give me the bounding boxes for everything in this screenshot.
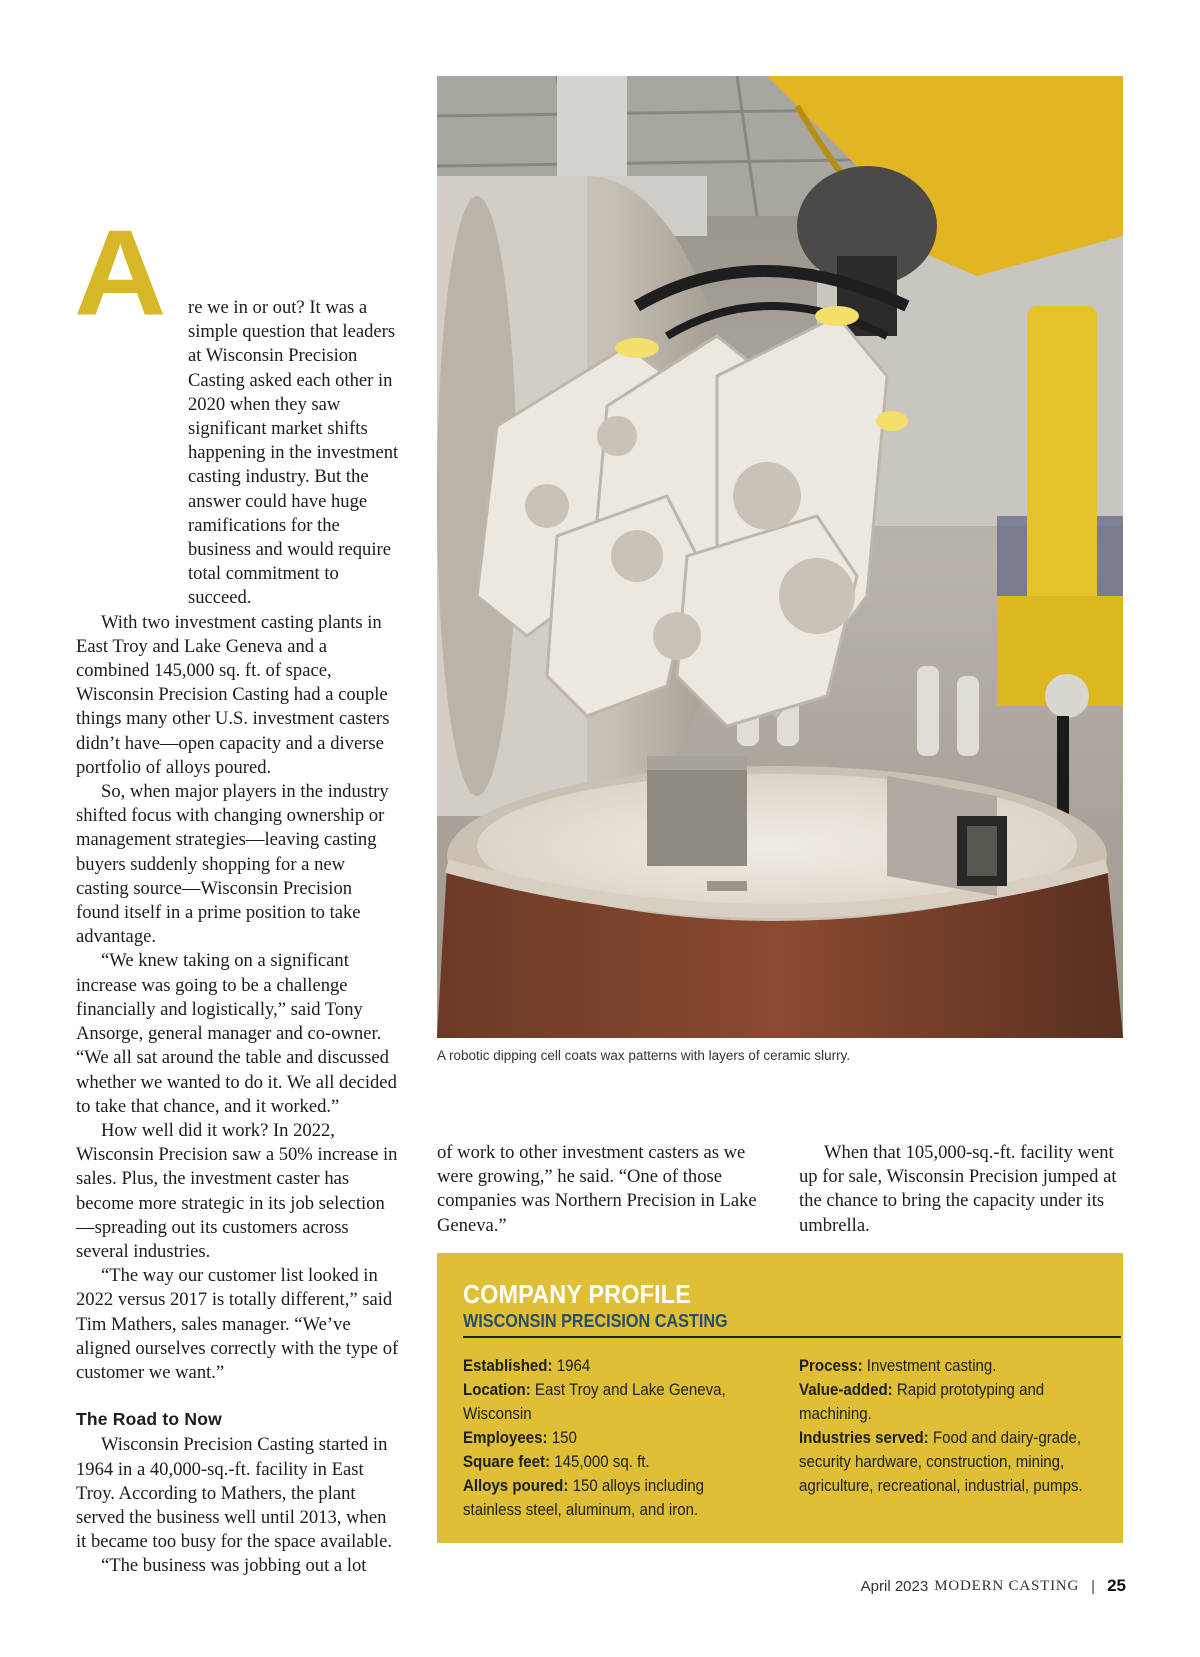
article-paragraph: “The business was jobbing out a lot — [101, 1555, 367, 1577]
article-paragraph: How well did it work? In 2022, Wisconsin Precision saw a 50% increase in sales. Plus, the investment caster has become more strategic in its job selection—spreading out its customers across several industries. — [76, 1119, 398, 1262]
profile-item-established: Established: 1964 — [463, 1357, 591, 1375]
profile-subtitle: WISCONSIN PRECISION CASTING — [463, 1311, 728, 1331]
profile-divider — [463, 1336, 1121, 1338]
issue-date: April 2023 — [860, 1577, 929, 1595]
robotic-dipping-photo — [437, 76, 1123, 1038]
article-column-1 — [76, 296, 400, 1579]
page-footer — [861, 1576, 1126, 1596]
article-paragraph: When that 105,000-sq.-ft. facility went up for sale, Wisconsin Precision jumped at the chance to bring the capacity under its umbrella. — [799, 1142, 1117, 1236]
profile-right-column — [799, 1354, 1099, 1498]
article-paragraph: So, when major players in the industry shifted focus with changing ownership or management strategies—leaving casting buyers suddenly shopping for a new casting source—Wisconsin Precision found itself in a prime position to take advantage. — [76, 781, 389, 948]
article-paragraph: Wisconsin Precision Casting started in 1964 in a 40,000-sq.-ft. facility in East Troy. According to Mathers, the plant served the business well until 2013, when it became too busy for the space available. — [76, 1434, 392, 1553]
article-paragraph: “We knew taking on a significant increase was going to be a challenge financially and logistically,” said Tony Ansorge, general manager and co-owner. “We all sat around the table and discussed whether we wanted to do it. We all decided to take that chance, and it worked.” — [76, 950, 397, 1117]
profile-item-square-feet: Square feet: 145,000 sq. ft. — [463, 1453, 650, 1471]
article-column-3 — [799, 1141, 1123, 1238]
section-subhead: The Road to Now — [76, 1409, 222, 1430]
profile-title: COMPANY PROFILE — [463, 1279, 692, 1309]
profile-item-employees: Employees: 150 — [463, 1429, 577, 1447]
drop-cap: A — [74, 205, 167, 342]
profile-item-alloys: Alloys poured: 150 alloys including stainless steel, aluminum, and iron. — [463, 1477, 704, 1519]
profile-item-location: Location: East Troy and Lake Geneva, Wisconsin — [463, 1381, 726, 1423]
article-opening-paragraph: re we in or out? It was a simple question that leaders at Wisconsin Precision Casting asked each other in 2020 when they saw significant market shifts happening in the investment casting industry. But the answer could have huge ramifications for the business and would require total commitment to succeed. — [188, 297, 399, 609]
photo-caption: A robotic dipping cell coats wax patterns with layers of ceramic slurry. — [437, 1048, 851, 1063]
article-paragraph: “The way our customer list looked in 2022 versus 2017 is totally different,” said Tim Mathers, sales manager. “We’ve aligned ourselves correctly with the type of customer we want.” — [76, 1265, 399, 1383]
article-paragraph: With two investment casting plants in East Troy and Lake Geneva and a combined 145,000 sq. ft. of space, Wisconsin Precision Casting had a couple things many other U.S. investment casters didn’t have—open capacity and a diverse portfolio of alloys poured. — [76, 611, 390, 778]
profile-left-column — [463, 1354, 763, 1522]
profile-item-value-added: Value-added: Rapid prototyping and machining. — [799, 1381, 1045, 1423]
profile-item-industries: Industries served: Food and dairy-grade, security hardware, construction, mining, agriculture, recreational, industrial, pumps. — [799, 1429, 1083, 1495]
company-profile-box — [437, 1253, 1123, 1543]
magazine-name: MODERN CASTING — [934, 1577, 1080, 1594]
article-paragraph: of work to other investment casters as we were growing,” he said. “One of those companies was Northern Precision in Lake Geneva.” — [437, 1142, 757, 1236]
profile-item-process: Process: Investment casting. — [799, 1357, 997, 1375]
footer-separator: | — [1091, 1577, 1096, 1595]
page-number: 25 — [1107, 1576, 1126, 1595]
article-column-2 — [437, 1141, 761, 1238]
